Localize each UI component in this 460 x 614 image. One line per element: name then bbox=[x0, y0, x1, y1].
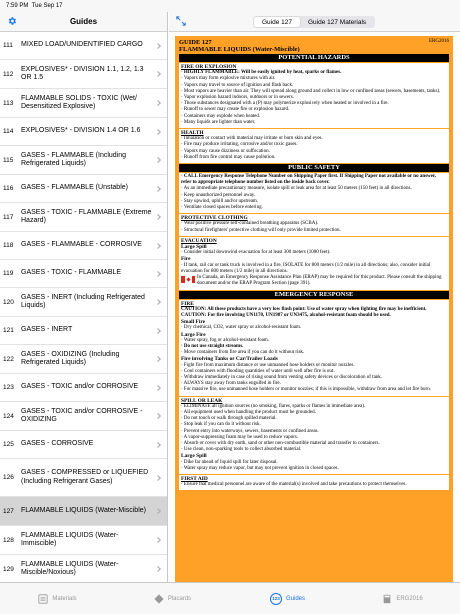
protective-clothing-lines bbox=[181, 221, 447, 233]
text-line: · Use clean, non-sparking tools to collect absorbed material. bbox=[181, 447, 302, 453]
guide-row-123[interactable] bbox=[0, 374, 167, 402]
guide-name: GASES - INERT (Including Refrigerated Liquids) bbox=[21, 293, 145, 309]
guide-row-111[interactable] bbox=[0, 32, 167, 60]
text-line: · Stay upwind, uphill and/or upstream. bbox=[181, 198, 259, 204]
chevron-right-icon bbox=[157, 356, 161, 362]
guide-number: 116 bbox=[3, 185, 14, 192]
chevron-right-icon bbox=[157, 43, 161, 49]
protective-clothing-section bbox=[179, 214, 449, 236]
tab-guide[interactable]: Guide 127 bbox=[254, 17, 300, 27]
guide-number: 126 bbox=[3, 474, 14, 481]
text-line: · Do not touch or walk through spilled material. bbox=[181, 416, 277, 422]
tab-erg-label: ERG2016 bbox=[396, 595, 423, 602]
text-line: · As an immediate precautionary measure, isolate spill or leak area for at least 50 meters (150 feet) in all directions. bbox=[181, 186, 412, 192]
guide-number: 124 bbox=[3, 412, 14, 420]
text-line: · ALWAYS stay away from tanks engulfed in fire. bbox=[181, 381, 281, 387]
chevron-right-icon bbox=[157, 299, 161, 305]
tab-bar bbox=[0, 582, 460, 614]
text-line: · Keep unauthorized personnel away. bbox=[181, 192, 256, 198]
guide-page-title: FLAMMABLE LIQUIDS (Water-Miscible) bbox=[179, 46, 300, 53]
health-section bbox=[179, 129, 449, 163]
guide-row-126[interactable] bbox=[0, 459, 167, 497]
guide-number: 114 bbox=[3, 128, 14, 135]
guide-page bbox=[175, 36, 453, 582]
evacuation-fire: Fire bbox=[181, 256, 191, 263]
tab-placards-label: Placards bbox=[167, 595, 192, 602]
tab-guides[interactable] bbox=[230, 583, 345, 614]
public-safety-section bbox=[179, 173, 449, 213]
canada-note-text: In Canada, an Emergency Response Assistance Plan (ERAP) may be required for this product. Please consult the shipping document and/or the ERAP Program Section (page 391). bbox=[197, 275, 442, 287]
gear-icon[interactable] bbox=[7, 16, 17, 26]
guide-number: 120 bbox=[3, 298, 14, 306]
text-line: · Fight fire from maximum distance or use unmanned hose holders or monitor nozzles. bbox=[181, 362, 355, 368]
large-fire-lines bbox=[181, 338, 447, 357]
text-line: · Wear positive pressure self-contained breathing apparatus (SCBA). bbox=[181, 221, 319, 227]
evacuation-large-spill: Large Spill bbox=[181, 244, 207, 251]
chevron-right-icon bbox=[157, 328, 161, 334]
evacuation-fire-line: · If tank, rail car or tank truck is involved in a fire, ISOLATE for 800 meters (1/2 mile) in all directions; also, consider initial evacuation for 800 meters (1/2 mile) in all directions. bbox=[181, 262, 431, 274]
guide-number: 128 bbox=[3, 536, 14, 544]
fire-explosion-lines bbox=[181, 76, 447, 126]
guide-name: GASES - TOXIC - FLAMMABLE (Extreme Hazard) bbox=[21, 208, 152, 224]
guides-title: Guides bbox=[69, 17, 98, 26]
guide-name: GASES - TOXIC and/or CORROSIVE - OXIDIZING bbox=[21, 407, 143, 423]
chevron-right-icon bbox=[157, 157, 161, 163]
emergency-response-bar: EMERGENCY RESPONSE bbox=[179, 291, 449, 299]
tab-materials-label: Materials bbox=[52, 595, 77, 602]
segmented-control bbox=[253, 16, 375, 28]
tab-erg[interactable] bbox=[345, 583, 460, 614]
fire-caution-2: CAUTION: For fire involving UN1170, UN1987 or UN3475, alcohol-resistant foam should be used. bbox=[181, 312, 391, 318]
guide-page-top bbox=[179, 39, 449, 46]
tab-materials[interactable] bbox=[0, 583, 115, 614]
text-line: · Ventilate closed spaces before entering. bbox=[181, 205, 263, 211]
text-line: · Water spray may reduce vapor, but may not prevent ignition in closed spaces. bbox=[181, 465, 339, 471]
guide-number: 112 bbox=[3, 70, 14, 78]
chevron-right-icon bbox=[157, 385, 161, 391]
guide-row-127[interactable] bbox=[0, 497, 167, 526]
chevron-right-icon bbox=[157, 475, 161, 481]
text-line: · Vapors may travel to source of ignition and flash back. bbox=[181, 82, 294, 88]
guide-name: FLAMMABLE LIQUIDS (Water-Miscible/Noxious) bbox=[21, 560, 119, 576]
guide-row-117[interactable] bbox=[0, 203, 167, 232]
guide-name: FLAMMABLE LIQUIDS (Water-Miscible) bbox=[21, 506, 146, 514]
guide-name: MIXED LOAD/UNIDENTIFIED CARGO bbox=[21, 41, 143, 49]
text-line: · Containers may explode when heated. bbox=[181, 113, 261, 119]
guide-number: 117 bbox=[3, 213, 14, 221]
chevron-right-icon bbox=[157, 508, 161, 514]
text-line: · Move containers from fire area if you can do it without risk. bbox=[181, 350, 305, 356]
expand-icon[interactable] bbox=[176, 16, 186, 26]
fire-caution-1: CAUTION: All these products have a very low flash point: Use of water spray when fighting fire may be inefficient. bbox=[181, 306, 427, 312]
text-line: · Water spray, fog or alcohol-resistant foam. bbox=[181, 337, 270, 343]
guide-number: 113 bbox=[3, 99, 14, 107]
spill-large-lines bbox=[181, 460, 447, 472]
guide-number: 119 bbox=[3, 270, 14, 277]
spill-leak-heading: SPILL OR LEAK bbox=[181, 397, 223, 404]
status-time: 7:59 PM Tue Sep 17 bbox=[6, 3, 63, 9]
text-line: · Most vapors are heavier than air. They will spread along ground and collect in low or confined areas (sewers, basements, tanks). bbox=[181, 88, 441, 94]
text-line: · Vapors may cause dizziness or suffocation. bbox=[181, 148, 270, 154]
guide-name: GASES - TOXIC - FLAMMABLE bbox=[21, 269, 122, 277]
text-line: · Withdraw immediately in case of rising sound from venting safety devices or discoloration of tank. bbox=[181, 374, 383, 380]
guide-row-113[interactable] bbox=[0, 89, 167, 118]
text-line: · Absorb or cover with dry earth, sand or other non-combustible material and transfer to containers. bbox=[181, 440, 380, 446]
status-bar bbox=[0, 0, 460, 12]
tab-placards[interactable] bbox=[115, 583, 230, 614]
guide-number: 129 bbox=[3, 565, 14, 573]
guide-row-116[interactable] bbox=[0, 175, 167, 203]
spill-leak-section bbox=[179, 397, 449, 474]
first-aid-lines bbox=[181, 482, 447, 488]
guide-name: FLAMMABLE SOLIDS - TOXIC (Wet/ Desensitized Explosive) bbox=[21, 94, 137, 110]
guide-name: FLAMMABLE LIQUIDS (Water-Immiscible) bbox=[21, 531, 119, 547]
chevron-right-icon bbox=[157, 129, 161, 135]
guide-row-124[interactable] bbox=[0, 402, 167, 431]
chevron-right-icon bbox=[157, 413, 161, 419]
guide-detail-pane bbox=[169, 12, 460, 582]
guides-pane bbox=[0, 12, 168, 582]
text-line: · Structural firefighters' protective clothing will only provide limited protection. bbox=[181, 227, 341, 233]
guide-name: EXPLOSIVES* - DIVISION 1.1, 1.2, 1.3 OR 1.5 bbox=[21, 65, 144, 81]
text-line: · Many liquids are lighter than water. bbox=[181, 119, 256, 125]
text-line: · Runoff from fire control may cause pollution. bbox=[181, 154, 276, 160]
guides-header bbox=[0, 12, 167, 32]
guide-row-129[interactable] bbox=[0, 555, 167, 582]
chevron-right-icon bbox=[157, 71, 161, 77]
guide-name: GASES - CORROSIVE bbox=[21, 440, 94, 448]
fire-explosion-lead: · HIGHLY FLAMMABLE: Will be easily ignited by heat, sparks or flames. bbox=[181, 70, 342, 76]
guide-name: GASES - OXIDIZING (Including Refrigerated Liquids) bbox=[21, 350, 120, 366]
evacuation-heading: EVACUATION bbox=[181, 237, 217, 244]
evacuation-large-spill-line: · Consider initial downwind evacuation for at least 300 meters (1000 feet). bbox=[181, 250, 331, 256]
guide-row-128[interactable] bbox=[0, 526, 167, 555]
guide-label: GUIDE 127 bbox=[179, 39, 212, 46]
protective-clothing-heading: PROTECTIVE CLOTHING bbox=[181, 215, 248, 222]
text-line: · For massive fire, use unmanned hose holders or monitor nozzles; if this is impossible, withdraw from area and let fire burn. bbox=[181, 387, 431, 393]
guide-icon: 123 bbox=[270, 593, 282, 605]
chevron-right-icon bbox=[157, 442, 161, 448]
guide-row-112[interactable] bbox=[0, 60, 167, 89]
chevron-right-icon bbox=[157, 566, 161, 572]
text-line: · Fire may produce irritating, corrosive and/or toxic gases. bbox=[181, 142, 298, 148]
canada-note bbox=[181, 275, 447, 287]
guide-number: 122 bbox=[3, 355, 14, 363]
guide-number: 118 bbox=[3, 242, 14, 249]
text-line: · Do not use straight streams. bbox=[181, 343, 244, 349]
list-icon bbox=[38, 594, 48, 604]
guide-name: GASES - FLAMMABLE (Including Refrigerated Liquids) bbox=[21, 151, 127, 167]
guide-row-114[interactable] bbox=[0, 118, 167, 146]
erg-label: ERG2016 bbox=[429, 39, 449, 44]
first-aid-heading: FIRST AID bbox=[181, 475, 208, 482]
guide-name: GASES - INERT bbox=[21, 326, 73, 334]
guide-list bbox=[0, 32, 167, 582]
placard-icon bbox=[154, 594, 164, 604]
text-line: · Ensure that medical personnel are aware of the material(s) involved and take precautions to protect themselves. bbox=[181, 482, 407, 488]
spill-leak-lines bbox=[181, 404, 447, 454]
chevron-right-icon bbox=[157, 214, 161, 220]
text-line: · A vapor-suppressing foam may be used to reduce vapors. bbox=[181, 434, 299, 440]
small-fire-line: · Dry chemical, CO2, water spray or alcohol-resistant foam. bbox=[181, 325, 302, 331]
text-line: · ELIMINATE all ignition sources (no smoking, flares, sparks or flames in immediate area). bbox=[181, 403, 366, 409]
text-line: · Inhalation or contact with material may irritate or burn skin and eyes. bbox=[181, 136, 323, 142]
text-line: · Prevent entry into waterways, sewers, basements or confined areas. bbox=[181, 428, 319, 434]
detail-header bbox=[169, 12, 460, 32]
guide-number: 115 bbox=[3, 156, 14, 164]
guide-name: GASES - FLAMMABLE - CORROSIVE bbox=[21, 241, 142, 249]
tank-fire-heading: Fire involving Tanks or Car/Trailer Loads bbox=[181, 356, 278, 363]
chevron-right-icon bbox=[157, 271, 161, 277]
guide-row-125[interactable] bbox=[0, 431, 167, 459]
guide-number: 121 bbox=[3, 327, 14, 334]
large-fire-heading: Large Fire bbox=[181, 331, 206, 338]
spill-large-heading: Large Spill bbox=[181, 453, 207, 460]
first-aid-section bbox=[179, 475, 449, 490]
small-fire-heading: Small Fire bbox=[181, 319, 206, 326]
tab-guides-label: Guides bbox=[285, 595, 305, 602]
guide-name: GASES - TOXIC and/or CORROSIVE bbox=[21, 383, 139, 391]
guide-row-118[interactable] bbox=[0, 232, 167, 260]
fire-explosion-heading: FIRE OR EXPLOSION bbox=[181, 64, 237, 70]
guide-name: GASES - FLAMMABLE (Unstable) bbox=[21, 184, 128, 192]
book-icon bbox=[382, 594, 392, 604]
potential-hazards-bar: POTENTIAL HAZARDS bbox=[179, 54, 449, 62]
canada-flag-icon bbox=[181, 276, 195, 283]
text-line: · Vapor explosion hazard indoors, outdoors or in sewers. bbox=[181, 95, 294, 101]
guide-row-120[interactable] bbox=[0, 288, 167, 317]
guide-row-119[interactable] bbox=[0, 260, 167, 288]
evacuation-section bbox=[179, 237, 449, 290]
fire-explosion-section bbox=[179, 63, 449, 128]
public-safety-bar: PUBLIC SAFETY bbox=[179, 164, 449, 172]
guide-name: GASES - COMPRESSED or LIQUEFIED (Including Refrigerant Gases) bbox=[21, 469, 149, 485]
guide-number: 125 bbox=[3, 441, 14, 448]
guide-number: 111 bbox=[3, 42, 13, 49]
tab-guide-materials[interactable]: Guide 127 Materials bbox=[308, 18, 367, 26]
text-line: · Cool containers with flooding quantities of water until well after fire is out. bbox=[181, 368, 335, 374]
guide-name: EXPLOSIVES* - DIVISION 1.4 OR 1.6 bbox=[21, 127, 141, 135]
tank-fire-lines bbox=[181, 363, 447, 394]
chevron-right-icon bbox=[157, 186, 161, 192]
public-safety-lines bbox=[181, 186, 447, 211]
fire-section bbox=[179, 300, 449, 396]
text-line: · Runoff to sewer may create fire or explosion hazard. bbox=[181, 107, 290, 113]
text-line: · Stop leak if you can do it without risk. bbox=[181, 422, 261, 428]
chevron-right-icon bbox=[157, 243, 161, 249]
guide-row-122[interactable] bbox=[0, 345, 167, 374]
chevron-right-icon bbox=[157, 537, 161, 543]
health-heading: HEALTH bbox=[181, 130, 204, 137]
text-line: · Vapors may form explosive mixtures with air. bbox=[181, 76, 276, 82]
text-line: · All equipment used when handling the product must be grounded. bbox=[181, 409, 316, 415]
public-safety-lead: · CALL Emergency Response Telephone Number on Shipping Paper first. If Shipping Paper not available or no answer, refer to appropriate telephone number listed on the inside back cover. bbox=[181, 174, 436, 186]
text-line: · Those substances designated with a (P) may polymerize explosively when heated or involved in a fire. bbox=[181, 101, 389, 107]
guide-row-121[interactable] bbox=[0, 317, 167, 345]
guide-number: 123 bbox=[3, 384, 14, 391]
fire-heading: FIRE bbox=[181, 300, 194, 307]
text-line: · Dike far ahead of liquid spill for later disposal. bbox=[181, 459, 278, 465]
health-lines bbox=[181, 136, 447, 161]
chevron-right-icon bbox=[157, 100, 161, 106]
guide-number: 127 bbox=[3, 507, 14, 515]
guide-row-115[interactable] bbox=[0, 146, 167, 175]
